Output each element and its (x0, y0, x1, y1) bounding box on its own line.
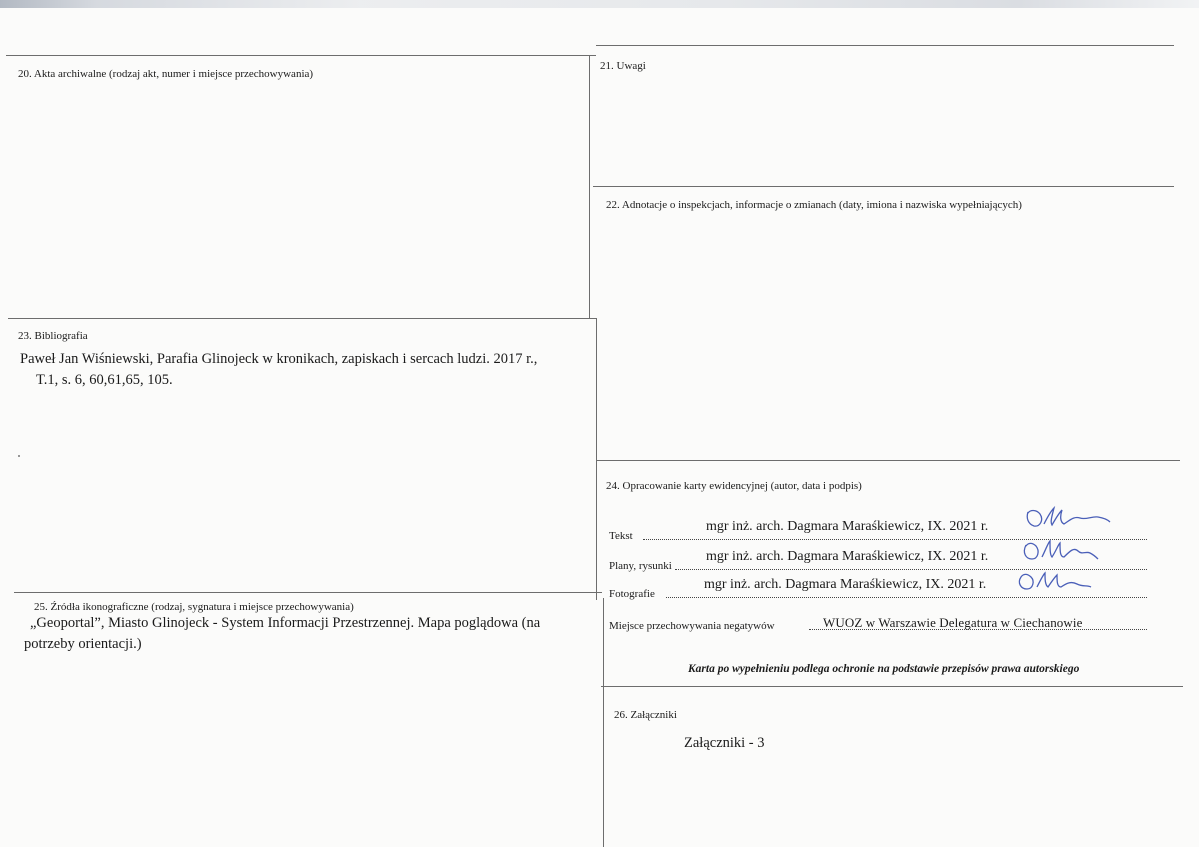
section-20-label: 20. Akta archiwalne (rodzaj akt, numer i miejsce przechowywania) (18, 68, 314, 80)
section-24-label: 24. Opracowanie karty ewidencyjnej (autor, data i podpis) (606, 480, 862, 492)
signature-1 (1022, 504, 1114, 530)
copyright-notice: Karta po wypełnieniu podlega ochronie na podstawie przepisów prawa autorskiego (688, 663, 1080, 675)
iconographic-line-2: potrzeby orientacji.) (24, 636, 142, 652)
signature-3 (1015, 569, 1095, 593)
iconographic-line-1: „Geoportal”, Miasto Glinojeck - System Informacji Przestrzennej. Mapa poglądowa (na (30, 615, 541, 631)
section-26-label: 26. Załączniki (614, 709, 677, 721)
signature-2 (1020, 537, 1100, 563)
negatives-row (609, 614, 1147, 632)
rule-21-22 (593, 186, 1174, 187)
section-25-label: 25. Źródła ikonograficzne (rodzaj, sygnatura i miejsce przechowywania) (34, 601, 354, 613)
negatives-label: Miejsce przechowywania negatywów (609, 620, 775, 632)
top-rule-right (596, 45, 1174, 46)
section-23-label: 23. Bibliografia (18, 330, 88, 342)
rule-20-23 (8, 318, 596, 319)
center-divider-upper (589, 56, 590, 318)
section-21-label: 21. Uwagi (600, 60, 646, 72)
author-row-text-value: mgr inż. arch. Dagmara Maraśkiewicz, IX. 2021 r. (706, 519, 989, 534)
section-22-label: 22. Adnotacje o inspekcjach, informacje o zmianach (daty, imiona i nazwiska wypełniających) (606, 199, 1022, 211)
rule-22-24 (596, 460, 1180, 461)
negatives-value: WUOZ w Warszawie Delegatura w Ciechanowie (823, 615, 1083, 630)
scan-speck (18, 455, 20, 457)
bibliography-line-2: T.1, s. 6, 60,61,65, 105. (36, 372, 173, 388)
center-divider-lower (596, 318, 597, 600)
scan-edge (0, 0, 1199, 8)
top-rule-left (6, 55, 596, 56)
bibliography-line-1: Paweł Jan Wiśniewski, Parafia Glinojeck w kronikach, zapiskach i sercach ludzi. 2017 r., (20, 351, 538, 367)
author-row-plans-label: Plany, rysunki (609, 560, 672, 572)
dotted-leader (666, 596, 1147, 598)
author-row-text-label: Tekst (609, 530, 633, 542)
author-row-photos-label: Fotografie (609, 588, 655, 600)
rule-24-26 (601, 686, 1183, 687)
rule-23-25 (14, 592, 602, 593)
center-divider-bottom (603, 598, 604, 847)
author-row-photos-value: mgr inż. arch. Dagmara Maraśkiewicz, IX. 2021 r. (704, 577, 987, 592)
attachments-content: Załączniki - 3 (684, 735, 765, 751)
author-row-plans-value: mgr inż. arch. Dagmara Maraśkiewicz, IX. 2021 r. (706, 549, 989, 564)
